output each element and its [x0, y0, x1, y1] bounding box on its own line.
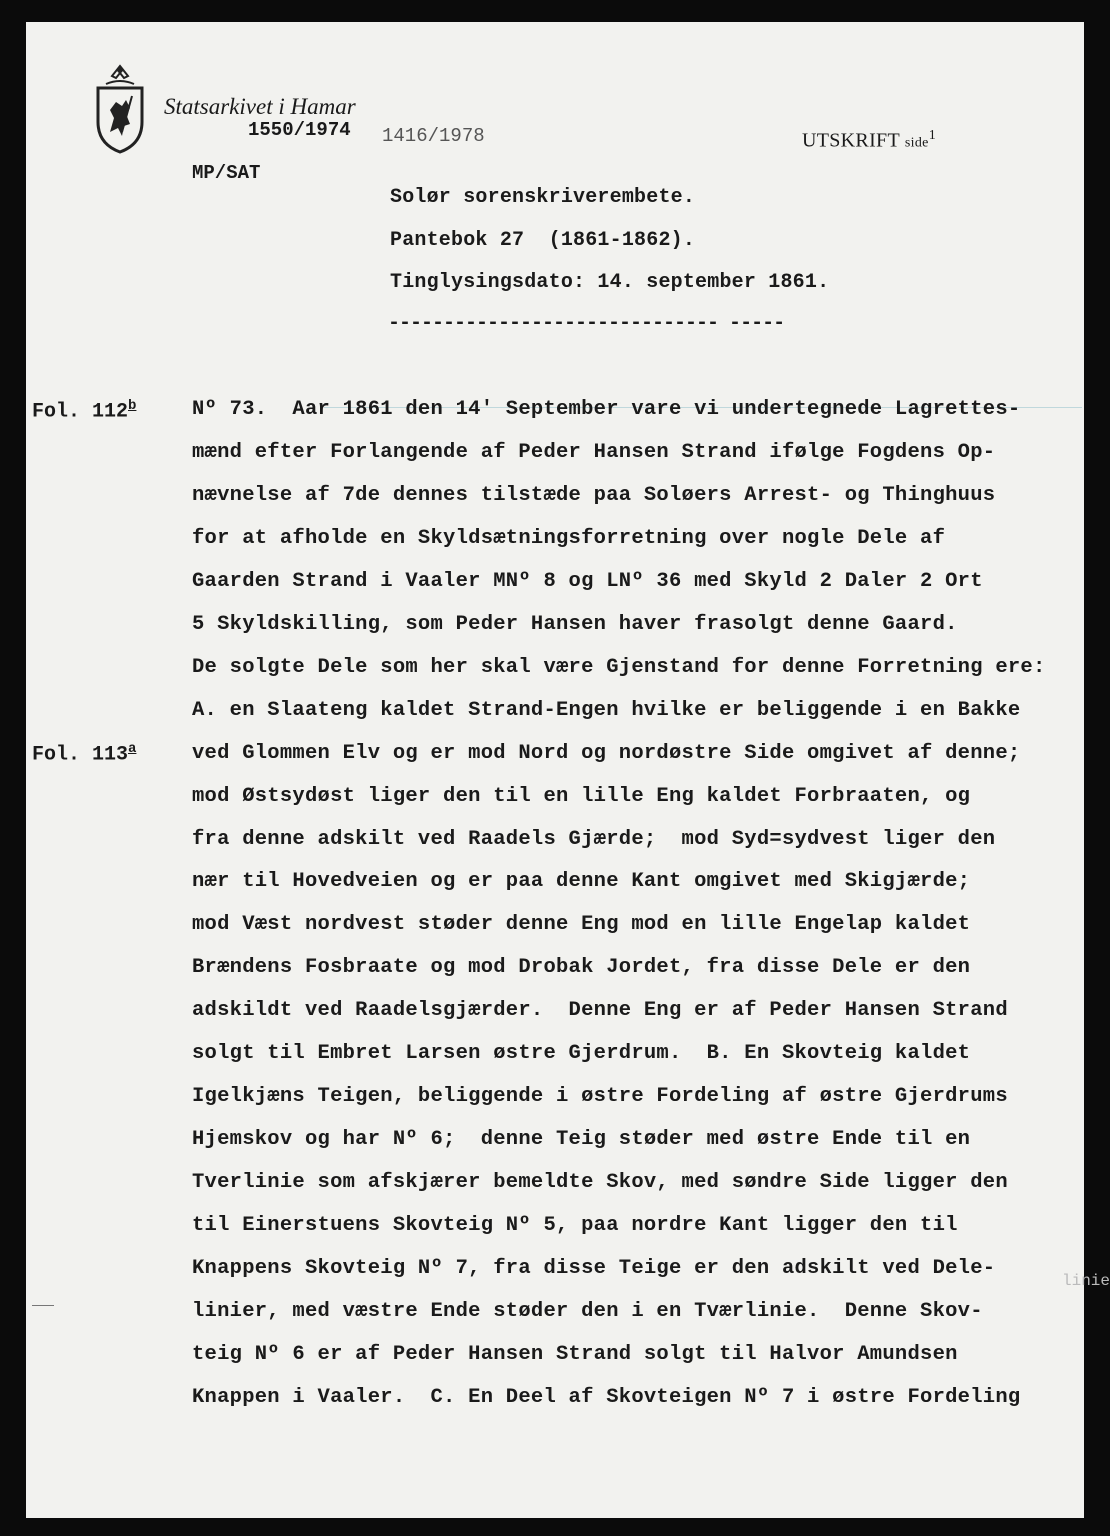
- archive-name: Statsarkivet i Hamar: [164, 94, 356, 119]
- margin-fragment: linie: [1062, 1272, 1110, 1290]
- transcription-line: adskildt ved Raadelsgjærder. Denne Eng er af Peder Hansen Strand: [192, 999, 1008, 1022]
- transcription-line: for at afholde en Skyldsætningsforretning over nogle Dele af: [192, 527, 946, 550]
- transcription-line: A. en Slaateng kaldet Strand-Engen hvilke er beliggende i en Bakke: [192, 699, 1021, 722]
- transcription-line: Nº 73. Aar 1861 den 14' September vare vi undertegnede Lagrettes-: [192, 398, 1021, 421]
- folio-ref-sup: a: [128, 741, 137, 757]
- transcription-line: Gaarden Strand i Vaaler MNº 8 og LNº 36 med Skyld 2 Daler 2 Ort: [192, 570, 983, 593]
- registration-date: Tinglysingsdato: 14. september 1861.: [390, 271, 830, 294]
- copy-label: [802, 128, 936, 153]
- transcription-line: 5 Skyldskilling, som Peder Hansen haver frasolgt denne Gaard.: [192, 613, 958, 636]
- page-number: 1: [928, 128, 936, 143]
- folio-ref-text: Fol. 113: [32, 743, 129, 767]
- reference-number: 1550/1974: [248, 119, 351, 141]
- book-heading: Pantebok 27 (1861-1862).: [390, 229, 696, 252]
- transcription-line: til Einerstuens Skovteig Nº 5, paa nordre Kant ligger den til: [192, 1214, 958, 1237]
- transcription-line: nævnelse af 7de dennes tilstæde paa Soløers Arrest- og Thinghuus: [192, 484, 996, 507]
- transcription-line: nær til Hovedveien og er paa denne Kant omgivet med Skigjærde;: [192, 870, 971, 893]
- transcription-line: mod Østsydøst liger den til en lille Eng kaldet Forbraaten, og: [192, 785, 971, 808]
- transcription-line: linier, med væstre Ende støder den i en Tværlinie. Denne Skov-: [192, 1300, 983, 1323]
- transcription-line: Brændens Fosbraate og mod Drobak Jordet, fra disse Dele er den: [192, 956, 971, 979]
- transcription-line: Knappens Skovteig Nº 7, fra disse Teige er den adskilt ved Dele-: [192, 1257, 996, 1280]
- clerk-initials: MP/SAT: [192, 162, 261, 184]
- transcription-line: Tverlinie som afskjærer bemeldte Skov, med søndre Side ligger den: [192, 1171, 1008, 1194]
- transcription-line: ved Glommen Elv og er mod Nord og nordøstre Side omgivet af denne;: [192, 742, 1021, 765]
- folio-ref-sup: b: [128, 398, 137, 414]
- copy-label-text: UTSKRIFT: [802, 129, 900, 152]
- office-heading: Solør sorenskriverembete.: [390, 186, 696, 209]
- folio-ref-113a: [32, 741, 136, 767]
- coat-of-arms-icon: [92, 62, 148, 154]
- transcription-line: solgt til Embret Larsen østre Gjerdrum. B. En Skovteig kaldet: [192, 1042, 971, 1065]
- reference-number-secondary: 1416/1978: [382, 125, 485, 147]
- transcription-line: mod Væst nordvest støder denne Eng mod en lille Engelap kaldet: [192, 913, 971, 936]
- transcription-line: fra denne adskilt ved Raadels Gjærde; mod Syd=sydvest liger den: [192, 828, 996, 851]
- heading-rule: ------------------------------ -----: [388, 312, 785, 335]
- margin-tick: [32, 1305, 54, 1306]
- page-word: side: [904, 135, 929, 151]
- folio-ref-112b: [32, 398, 136, 424]
- transcription-line: mænd efter Forlangende af Peder Hansen Strand ifølge Fogdens Op-: [192, 441, 996, 464]
- transcription-line: Hjemskov og har Nº 6; denne Teig støder med østre Ende til en: [192, 1128, 971, 1151]
- document-page: [26, 22, 1110, 1518]
- transcription-line: teig Nº 6 er af Peder Hansen Strand solgt til Halvor Amundsen: [192, 1343, 958, 1366]
- transcription-line: Knappen i Vaaler. C. En Deel af Skovteigen Nº 7 i østre Fordeling: [192, 1386, 1021, 1409]
- transcription-line: De solgte Dele som her skal være Gjenstand for denne Forretning ere:: [192, 656, 1046, 679]
- folio-ref-text: Fol. 112: [32, 400, 129, 424]
- transcription-line: Igelkjæns Teigen, beliggende i østre Fordeling af østre Gjerdrums: [192, 1085, 1008, 1108]
